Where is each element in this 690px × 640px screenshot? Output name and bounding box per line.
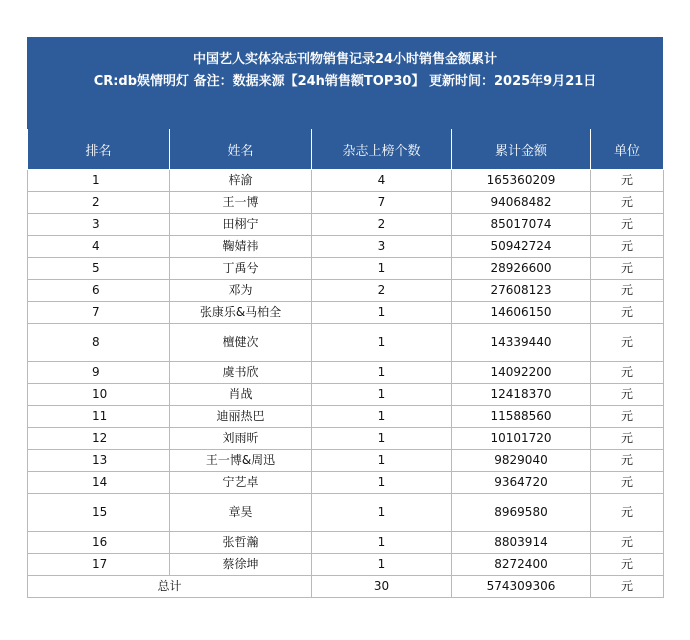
cell-amount: 8803914 xyxy=(452,532,591,554)
cell-name: 梓渝 xyxy=(170,170,312,192)
table-row xyxy=(28,192,664,214)
cell-unit: 元 xyxy=(591,384,664,406)
table-row xyxy=(28,236,664,258)
table-row xyxy=(28,472,664,494)
cell-count: 1 xyxy=(312,384,452,406)
cell-unit: 元 xyxy=(591,302,664,324)
cell-unit: 元 xyxy=(591,192,664,214)
column-header-count: 杂志上榜个数 xyxy=(312,129,452,170)
cell-count: 1 xyxy=(312,450,452,472)
cell-unit: 元 xyxy=(591,450,664,472)
cell-amount: 8969580 xyxy=(452,494,591,532)
cell-unit: 元 xyxy=(591,236,664,258)
cell-rank: 7 xyxy=(28,302,170,324)
cell-unit: 元 xyxy=(591,532,664,554)
cell-rank: 6 xyxy=(28,280,170,302)
cell-amount: 28926600 xyxy=(452,258,591,280)
cell-unit: 元 xyxy=(591,362,664,384)
cell-name: 丁禹兮 xyxy=(170,258,312,280)
cell-amount: 27608123 xyxy=(452,280,591,302)
cell-count: 1 xyxy=(312,532,452,554)
cell-name: 邓为 xyxy=(170,280,312,302)
total-count: 30 xyxy=(312,576,452,598)
cell-count: 2 xyxy=(312,214,452,236)
cell-name: 檀健次 xyxy=(170,324,312,362)
cell-name: 虞书欣 xyxy=(170,362,312,384)
cell-name: 肖战 xyxy=(170,384,312,406)
table-title: 中国艺人实体杂志刊物销售记录24小时销售金额累计 xyxy=(192,52,498,67)
cell-unit: 元 xyxy=(591,406,664,428)
table-row xyxy=(28,532,664,554)
cell-rank: 17 xyxy=(28,554,170,576)
table-row xyxy=(28,258,664,280)
cell-amount: 94068482 xyxy=(452,192,591,214)
cell-unit: 元 xyxy=(591,428,664,450)
header-row xyxy=(28,129,664,170)
cell-rank: 16 xyxy=(28,532,170,554)
cell-count: 2 xyxy=(312,280,452,302)
cell-count: 1 xyxy=(312,554,452,576)
cell-unit: 元 xyxy=(591,214,664,236)
sales-table-sheet xyxy=(27,37,663,598)
cell-unit: 元 xyxy=(591,170,664,192)
cell-rank: 3 xyxy=(28,214,170,236)
cell-unit: 元 xyxy=(591,280,664,302)
cell-name: 蔡徐坤 xyxy=(170,554,312,576)
cell-rank: 1 xyxy=(28,170,170,192)
cell-amount: 14092200 xyxy=(452,362,591,384)
table-row xyxy=(28,280,664,302)
cell-rank: 11 xyxy=(28,406,170,428)
total-row xyxy=(28,576,664,598)
table-row xyxy=(28,214,664,236)
cell-amount: 50942724 xyxy=(452,236,591,258)
table-row xyxy=(28,554,664,576)
column-header-rank: 排名 xyxy=(28,129,170,170)
cell-rank: 8 xyxy=(28,324,170,362)
cell-unit: 元 xyxy=(591,324,664,362)
cell-name: 王一博 xyxy=(170,192,312,214)
table-row xyxy=(28,324,664,362)
table-body xyxy=(28,170,664,598)
cell-amount: 14606150 xyxy=(452,302,591,324)
table-row xyxy=(28,406,664,428)
cell-count: 3 xyxy=(312,236,452,258)
cell-count: 1 xyxy=(312,472,452,494)
cell-name: 刘雨昕 xyxy=(170,428,312,450)
cell-unit: 元 xyxy=(591,258,664,280)
cell-count: 1 xyxy=(312,362,452,384)
sales-table xyxy=(27,129,664,598)
cell-count: 1 xyxy=(312,324,452,362)
table-row xyxy=(28,450,664,472)
cell-rank: 9 xyxy=(28,362,170,384)
column-header-amount: 累计金额 xyxy=(452,129,591,170)
table-title-banner xyxy=(27,37,663,129)
total-label: 总计 xyxy=(28,576,312,598)
total-unit: 元 xyxy=(591,576,664,598)
cell-rank: 4 xyxy=(28,236,170,258)
cell-name: 张康乐&马柏全 xyxy=(170,302,312,324)
cell-name: 章昊 xyxy=(170,494,312,532)
cell-amount: 165360209 xyxy=(452,170,591,192)
cell-count: 7 xyxy=(312,192,452,214)
cell-unit: 元 xyxy=(591,472,664,494)
cell-count: 1 xyxy=(312,494,452,532)
cell-rank: 15 xyxy=(28,494,170,532)
cell-rank: 2 xyxy=(28,192,170,214)
cell-rank: 14 xyxy=(28,472,170,494)
cell-count: 4 xyxy=(312,170,452,192)
cell-amount: 85017074 xyxy=(452,214,591,236)
table-row xyxy=(28,428,664,450)
table-row xyxy=(28,384,664,406)
cell-amount: 12418370 xyxy=(452,384,591,406)
table-row xyxy=(28,302,664,324)
cell-amount: 11588560 xyxy=(452,406,591,428)
table-row xyxy=(28,170,664,192)
total-amount: 574309306 xyxy=(452,576,591,598)
cell-amount: 9364720 xyxy=(452,472,591,494)
cell-amount: 8272400 xyxy=(452,554,591,576)
cell-name: 宁艺卓 xyxy=(170,472,312,494)
cell-name: 迪丽热巴 xyxy=(170,406,312,428)
cell-name: 王一博&周迅 xyxy=(170,450,312,472)
cell-count: 1 xyxy=(312,258,452,280)
table-row xyxy=(28,494,664,532)
cell-rank: 5 xyxy=(28,258,170,280)
table-subtitle: CR:db娱情明灯 备注：数据来源【24h销售额TOP30】 更新时间：2025年9月21日 xyxy=(93,74,597,89)
cell-amount: 14339440 xyxy=(452,324,591,362)
cell-rank: 13 xyxy=(28,450,170,472)
cell-amount: 9829040 xyxy=(452,450,591,472)
cell-name: 田栩宁 xyxy=(170,214,312,236)
cell-name: 鞠婧祎 xyxy=(170,236,312,258)
table-row xyxy=(28,362,664,384)
cell-amount: 10101720 xyxy=(452,428,591,450)
column-header-name: 姓名 xyxy=(170,129,312,170)
cell-rank: 10 xyxy=(28,384,170,406)
cell-unit: 元 xyxy=(591,494,664,532)
column-header-unit: 单位 xyxy=(591,129,664,170)
cell-count: 1 xyxy=(312,406,452,428)
cell-rank: 12 xyxy=(28,428,170,450)
cell-count: 1 xyxy=(312,428,452,450)
cell-unit: 元 xyxy=(591,554,664,576)
cell-count: 1 xyxy=(312,302,452,324)
cell-name: 张哲瀚 xyxy=(170,532,312,554)
